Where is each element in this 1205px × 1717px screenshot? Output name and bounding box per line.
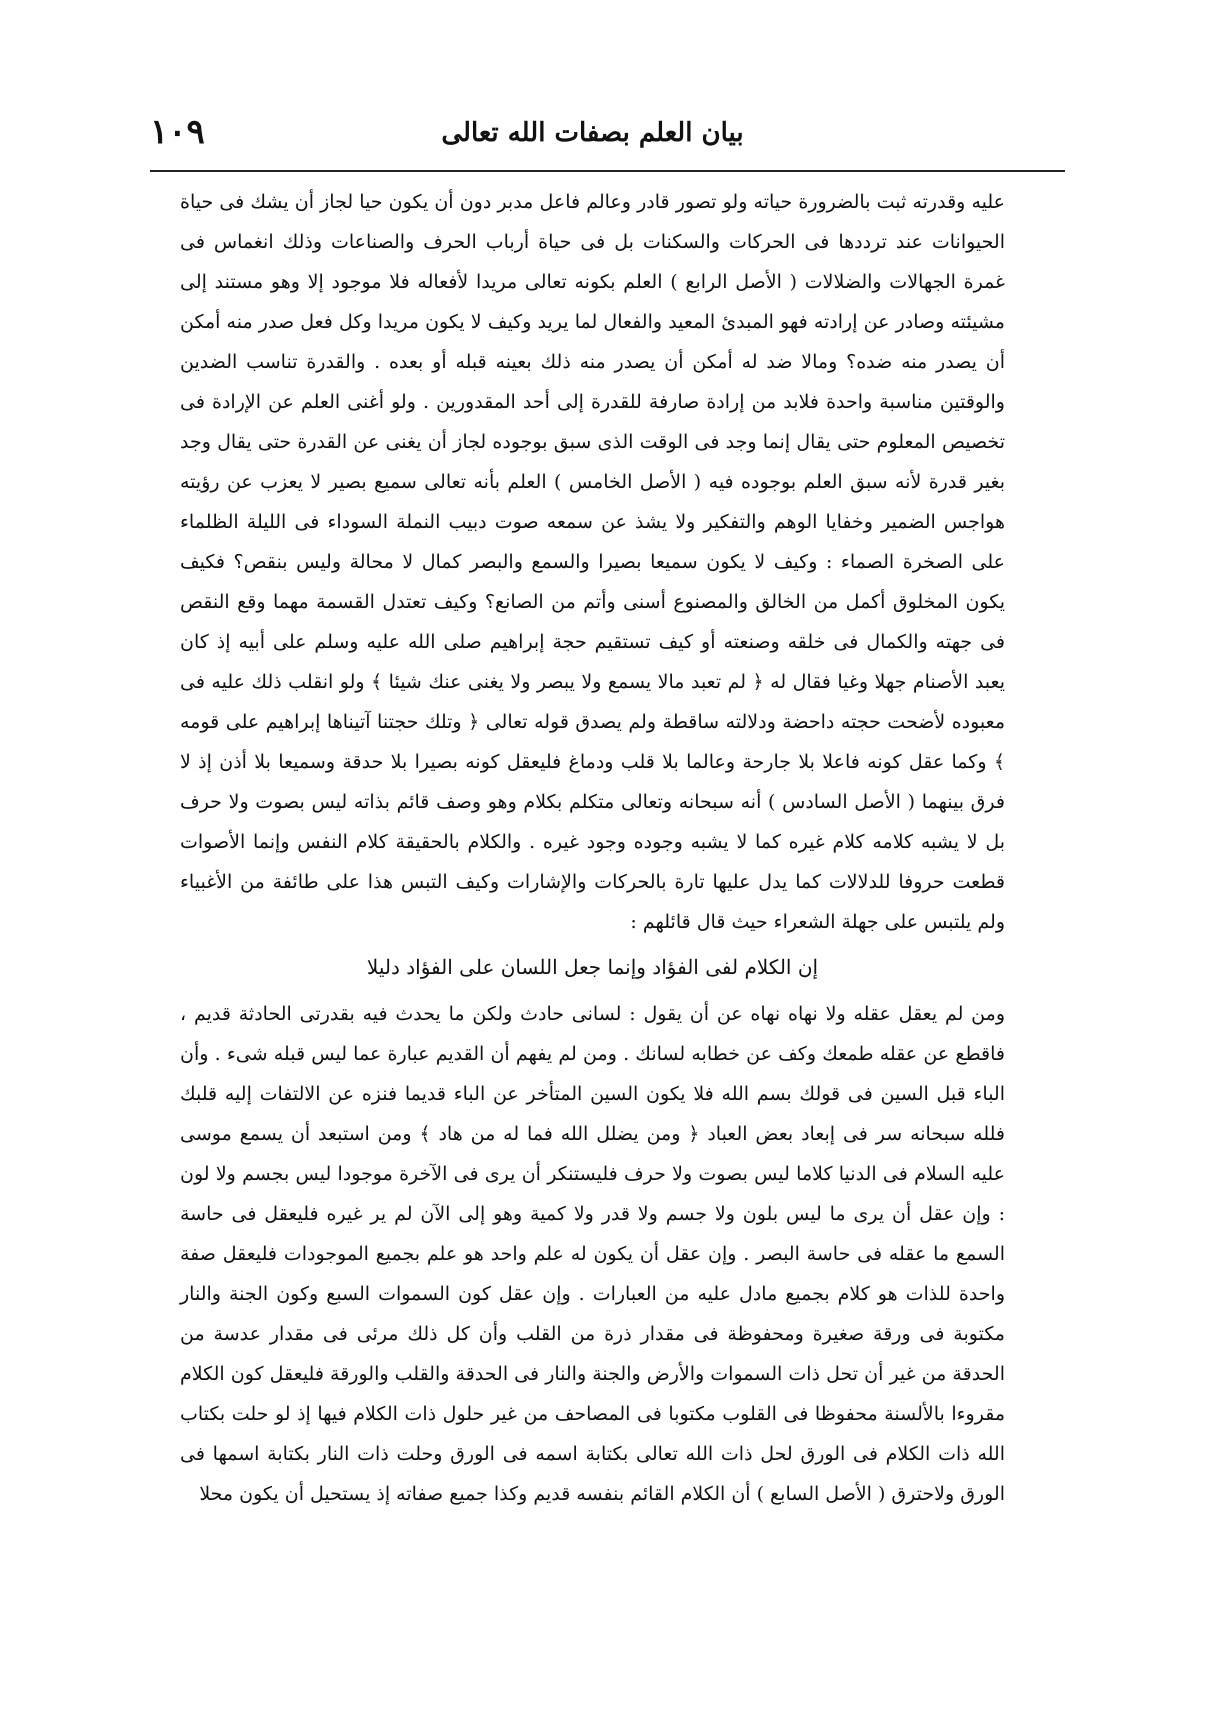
poetry-verse: إن الكلام لفى الفؤاد وإنما جعل اللسان على الفؤاد دليلا [366, 955, 819, 979]
page-number: ١٠٩ [150, 112, 205, 152]
header-rule [150, 170, 1065, 172]
paragraph-1: عليه وقدرته ثبت بالضرورة حياته ولو تصور قادر وعالم فاعل مدبر دون أن يكون حيا لجاز أن يشك فى حياة الحيوانات عند ترددها فى الحركات والسكنات بل فى حياة أرباب الحرف والصناعات وذلك انغماس فى غمرة الجهالات والضلالات ( الأصل الرابع ) العلم بكونه تعالى مريدا لأفعاله فلا موجود إلا وهو مستند إلى مشيئته وصادر عن إرادته فهو المبدئ المعيد والفعال لما يريد وكيف لا يكون مريدا وكل فعل صدر منه أمكن أن يصدر منه ضده؟ ومالا ضد له أمكن أن يصدر منه ذلك بعينه قبله أو بعده . والقدرة تناسب الضدين والوقتين مناسبة واحدة فلابد من إرادة صارفة للقدرة إلى أحد المقدورين . ولو أغنى العلم عن الإرادة فى تخصيص المعلوم حتى يقال إنما وجد فى الوقت الذى سبق بوجوده لجاز أن يغنى عن القدرة حتى يقال وجد بغير قدرة لأنه سبق العلم بوجوده فيه ( الأصل الخامس ) العلم بأنه تعالى سميع بصير لا يعزب عن رؤيته هواجس الضمير وخفايا الوهم والتفكير ولا يشذ عن سمعه صوت دبيب النملة السوداء فى الليلة الظلماء على الصخرة الصماء : وكيف لا يكون سميعا بصيرا والسمع والبصر كمال لا محالة وليس بنقص؟ فكيف يكون المخلوق أكمل من الخالق والمصنوع أسنى وأتم من الصانع؟ وكيف تعتدل القسمة مهما وقع النقص فى جهته والكمال فى خلقه وصنعته أو كيف تستقيم حجة إبراهيم صلى الله عليه وسلم على أبيه إذ كان يعبد الأصنام جهلا وغيا فقال له ﴿ لم تعبد مالا يسمع ولا يبصر ولا يغنى عنك شيئا ﴾ ولو انقلب ذلك عليه فى معبوده لأضحت حجته داحضة ودلالته ساقطة ولم يصدق قوله تعالى ﴿ وتلك حجتنا آتيناها إبراهيم على قومه ﴾ وكما عقل كونه فاعلا بلا جارحة وعالما بلا قلب ودماغ فليعقل كونه بصيرا بلا حدقة وسميعا بلا أذن إذ لا فرق بينهما ( الأصل السادس ) أنه سبحانه وتعالى متكلم بكلام وهو وصف قائم بذاته ليس بصوت ولا حرف بل لا يشبه كلامه كلام غيره كما لا يشبه وجوده وجود غيره . والكلام بالحقيقة كلام النفس وإنما الأصوات قطعت حروفا للدلالات كما يدل عليها تارة بالحركات والإشارات وكيف التبس هذا على طائفة من الأغبياء ولم يلتبس على جهلة الشعراء حيث قال قائلهم : [180, 191, 1005, 933]
running-title: بيان العلم بصفات الله تعالى [441, 118, 744, 148]
paragraph-2: ومن لم يعقل عقله ولا نهاه نهاه عن أن يقول : لسانى حادث ولكن ما يحدث فيه بقدرتى الحادثة قديم ، فاقطع عن عقله طمعك وكف عن خطابه لسانك . ومن لم يفهم أن القديم عبارة عما ليس قبله شىء . وأن الباء قبل السين فى قولك بسم الله فلا يكون السين المتأخر عن الباء قديما فنزه عن الالتفات إليه قلبك فلله سبحانه سر فى إبعاد بعض العباد ﴿ ومن يضلل الله فما له من هاد ﴾ ومن استبعد أن يسمع موسى عليه السلام فى الدنيا كلاما ليس بصوت ولا حرف فليستنكر أن يرى فى الآخرة موجودا ليس بجسم ولا لون : وإن عقل أن يرى ما ليس بلون ولا جسم ولا قدر ولا كمية وهو إلى الآن لم ير غيره فليعقل فى حاسة السمع ما عقله فى حاسة البصر . وإن عقل أن يكون له علم واحد هو علم بجميع الموجودات فليعقل صفة واحدة للذات هو كلام بجميع مادل عليه من العبارات . وإن عقل كون السموات السبع وكون الجنة والنار مكتوبة فى ورقة صغيرة ومحفوظة فى مقدار ذرة من القلب وأن كل ذلك مرئى فى مقدار عدسة من الحدقة من غير أن تحل ذات السموات والأرض والجنة والنار فى الحدقة والقلب والورقة فليعقل كون الكلام مقروءا بالألسنة محفوظا فى القلوب مكتوبا فى المصاحف من غير حلول ذات الكلام فيها إذ لو حلت بكتاب الله ذات الكلام فى الورق لحل ذات الله تعالى بكتابة اسمه فى الورق وحلت ذات النار بكتابة اسمها فى الورق ولاحترق ( الأصل السابع ) أن الكلام القائم بنفسه قديم وكذا جميع صفاته إذ يستحيل أن يكون محلا [180, 1003, 1005, 1505]
running-head [150, 112, 1005, 162]
